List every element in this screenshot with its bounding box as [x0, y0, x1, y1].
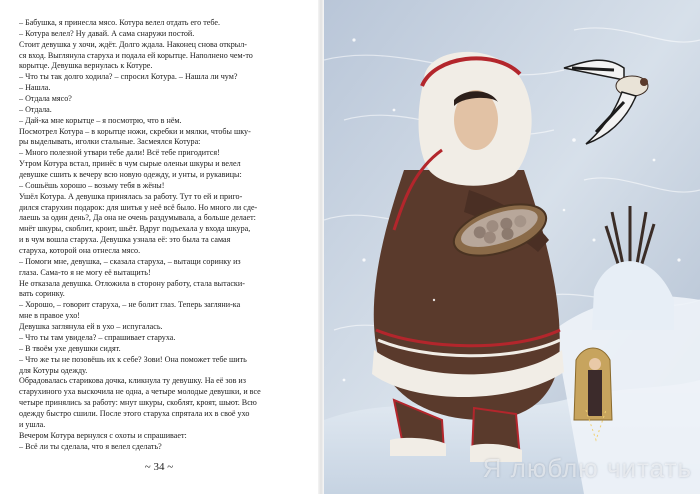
text-line: – Сошьёшь хорошо – возьму тебя в жёны!	[19, 180, 165, 190]
text-line: мне в правое ухо!	[19, 311, 80, 321]
text-line: глаза. Сама-то я не могу её вытащить!	[19, 267, 151, 277]
text-line: одежду быстро сшили. После этого старуха спрятала их в своё ухо	[19, 408, 250, 418]
text-line: старухиного уха выскочила не одна, а четыре молодые девушки, и все	[19, 387, 261, 397]
text-line: Посмотрел Котура – в корытце ножи, скребки и мялки, чтобы шку-	[19, 126, 251, 136]
text-line: Утром Котура встал, принёс в чум сырые оленьи шкуры и велел	[19, 159, 241, 169]
text-line: – Котура велел? Ну давай. А сама снаружи постой.	[19, 28, 195, 38]
left-page	[0, 0, 318, 494]
text-line: – Дай-ка мне корытце – я посмотрю, что в нём.	[19, 115, 182, 125]
text-line: Стоит девушка у хочи, ждёт. Долго ждала. Наконец снова открыл-	[19, 39, 247, 49]
text-line: девушке сшить к вечеру всю новую одежду, и унты, и рукавицы:	[19, 170, 242, 180]
text-line: – Бабушка, я принесла мясо. Котура велел отдать его тебе.	[19, 18, 221, 27]
text-line: вать соринку.	[19, 289, 65, 299]
text-line: – Отдала.	[19, 104, 52, 114]
watermark: Я люблю читать	[482, 453, 692, 483]
text-line: – Нашла.	[19, 83, 51, 93]
text-line: корытце. Девушка вернулась к Котуре.	[19, 61, 153, 71]
illustration	[324, 0, 700, 494]
text-line: – Что ты там увидела? – спрашивает старуха.	[19, 332, 176, 342]
text-line: четыре принялись за работу: мнут шкуры, скоблят, кроят, шьют. Всю	[19, 398, 257, 408]
right-page	[324, 0, 700, 494]
text-line: и в чум вошла старуха. Девушка узнала её: это была та самая	[19, 235, 231, 245]
text-line: Обрадовалась старикова дочка, кликнула ту девушку. На её зов из	[19, 376, 246, 386]
story-text	[19, 18, 308, 452]
text-line: – Много полезной утвари тебе дали! Всё тебе пригодится!	[19, 148, 220, 158]
text-line: – Что ты так долго ходила? – спросил Котура. – Нашла ли чум?	[19, 72, 238, 82]
text-line: Не отказала девушка. Отложила в сторону работу, стала вытаски-	[19, 278, 245, 288]
text-line: мнёт шкуры, скоблит, кроит, шьёт. Вдруг подъехала у входа шкура,	[19, 224, 251, 234]
text-line: ры выделывать, иголки стальные. Засмеялся Котура:	[19, 137, 201, 147]
text-line: ся вход. Выглянула старуха и подала ей корытце. Наполнено чем-то	[19, 50, 253, 60]
text-line: – Хорошо, – говорит старуха, – не болит глаз. Теперь загляни-ка	[19, 300, 241, 310]
text-line: – Помоги мне, девушка, – сказала старуха, – вытащи соринку из	[19, 256, 241, 266]
page-number: ~ 34 ~	[144, 461, 174, 473]
text-line: лаешь за один день?, Да она не очень раздумывала, а больше делает:	[19, 213, 256, 223]
text-line: для Котуры одежду.	[19, 365, 88, 375]
text-line: – Всё ли ты сделала, что я велел сделать?	[19, 441, 162, 451]
text-line: старуха, которой она отнесла мясо.	[19, 246, 141, 256]
text-line: – Отдала мясо?	[19, 94, 72, 104]
text-line: Ушёл Котура. А девушка принялась за работу. Тут то ей и приго-	[19, 191, 243, 201]
text-line: – В твоём ухе девушки сидят.	[19, 343, 121, 353]
text-line: дился старухин подарок: для шитья у неё всё было. Но много ли сде-	[19, 202, 258, 212]
text-line: Вечером Котура вернулся с охоты и спрашивает:	[19, 430, 187, 440]
text-line: и ушла.	[19, 419, 46, 429]
text-line: – Что же ты не позовёшь их к себе? Зови! Она поможет тебе шить	[19, 354, 247, 364]
text-line: Девушка заглянула ей в ухо – испугалась.	[19, 322, 163, 332]
